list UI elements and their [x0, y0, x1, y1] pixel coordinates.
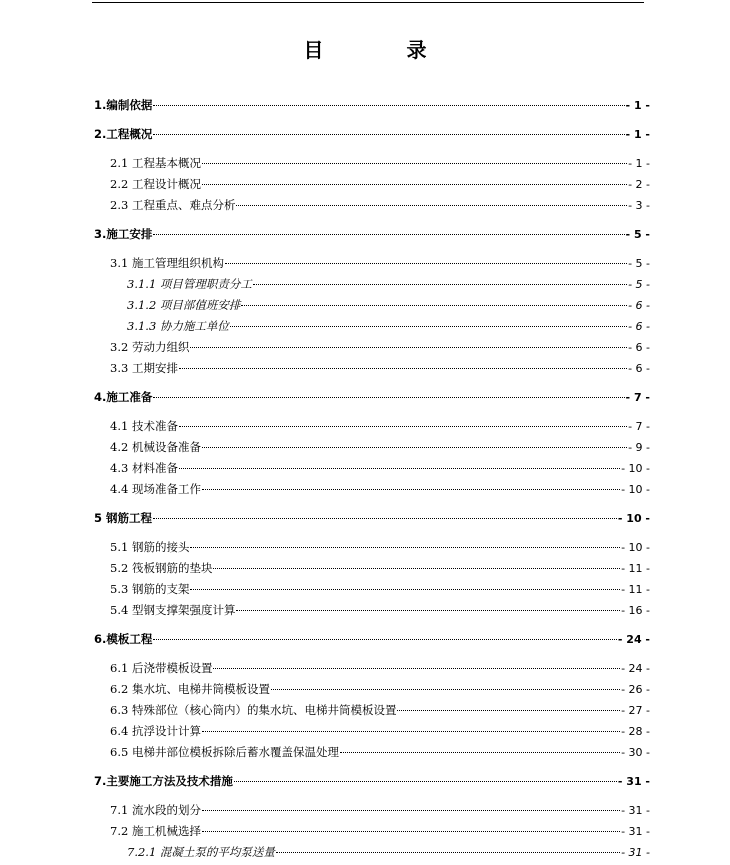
toc-entry-page: - 30 - — [621, 746, 650, 759]
toc-entry[interactable] — [94, 773, 650, 789]
toc-dot-leader — [153, 396, 624, 398]
toc-entry[interactable] — [127, 318, 650, 334]
toc-dot-leader — [202, 809, 620, 811]
toc-entry[interactable] — [94, 510, 650, 526]
toc-entry[interactable] — [127, 276, 650, 292]
toc-entry-label: 3.2 劳动力组织 — [110, 340, 190, 354]
toc-entry-label: 3.1.1 项目管理职责分工 — [127, 277, 252, 291]
toc-entry-label: 4.2 机械设备准备 — [110, 440, 201, 454]
toc-entry-label: 7.主要施工方法及技术措施 — [94, 774, 233, 788]
toc-entry[interactable] — [110, 339, 650, 355]
toc-entry-page: - 10 - — [621, 462, 650, 475]
header-rule — [92, 2, 644, 3]
toc-dot-leader — [397, 709, 620, 711]
toc-entry-label: 1.编制依据 — [94, 98, 153, 112]
toc-entry[interactable] — [110, 439, 650, 455]
toc-dot-leader — [153, 517, 617, 519]
toc-entry-label: 4.施工准备 — [94, 390, 153, 404]
toc-entry-page: - 7 - — [625, 391, 650, 404]
toc-entry-page: - 10 - — [621, 483, 650, 496]
toc-dot-leader — [153, 638, 617, 640]
toc-entry-label: 3.施工安排 — [94, 227, 153, 241]
toc-dot-leader — [202, 446, 627, 448]
toc-entry-label: 5.2 筏板钢筋的垫块 — [110, 561, 213, 575]
toc-entry[interactable] — [110, 823, 650, 839]
toc-entry[interactable] — [110, 460, 650, 476]
toc-entry-page: - 1 - — [625, 99, 650, 112]
toc-entry[interactable] — [110, 560, 650, 576]
toc-entry[interactable] — [110, 660, 650, 676]
toc-dot-leader — [190, 588, 620, 590]
toc-dot-leader — [213, 567, 620, 569]
toc-entry[interactable] — [110, 744, 650, 760]
toc-entry[interactable] — [110, 418, 650, 434]
toc-dot-leader — [276, 851, 620, 853]
toc-entry-page: - 10 - — [621, 541, 650, 554]
toc-entry[interactable] — [110, 360, 650, 376]
toc-entry[interactable] — [110, 802, 650, 818]
toc-dot-leader — [179, 467, 620, 469]
toc-entry-label: 4.3 材料准备 — [110, 461, 178, 475]
toc-entry[interactable] — [110, 176, 650, 192]
toc-dot-leader — [234, 780, 617, 782]
toc-entry-page: - 3 - — [628, 199, 650, 212]
toc-entry-label: 5.4 型钢支撑架强度计算 — [110, 603, 236, 617]
toc-entry-page: - 24 - — [621, 662, 650, 675]
toc-entry[interactable] — [110, 481, 650, 497]
toc-dot-leader — [230, 325, 627, 327]
toc-entry-label: 6.4 抗浮设计计算 — [110, 724, 201, 738]
toc-entry-label: 6.1 后浇带模板设置 — [110, 661, 213, 675]
toc-entry-label: 2.1 工程基本概况 — [110, 156, 201, 170]
toc-entry[interactable] — [110, 255, 650, 271]
toc-entry[interactable] — [127, 297, 650, 313]
toc-entry-page: - 11 - — [621, 583, 650, 596]
toc-entry[interactable] — [94, 631, 650, 647]
toc-entry[interactable] — [110, 581, 650, 597]
toc-entry-label: 7.2.1 混凝土泵的平均泵送量 — [127, 845, 275, 859]
toc-dot-leader — [202, 730, 620, 732]
toc-entry-label: 5.1 钢筋的接头 — [110, 540, 190, 554]
toc-entry-label: 3.1.3 协力施工单位 — [127, 319, 229, 333]
toc-entry-label: 4.1 技术准备 — [110, 419, 178, 433]
toc-dot-leader — [340, 751, 620, 753]
toc-entry-label: 6.5 电梯井部位模板拆除后蓄水覆盖保温处理 — [110, 745, 339, 759]
toc-entry-label: 7.1 流水段的划分 — [110, 803, 201, 817]
toc-entry[interactable] — [110, 155, 650, 171]
toc-dot-leader — [241, 304, 627, 306]
toc-entry-page: - 31 - — [621, 825, 650, 838]
toc-entry-page: - 7 - — [628, 420, 650, 433]
toc-entry-page: - 1 - — [625, 128, 650, 141]
toc-entry[interactable] — [110, 681, 650, 697]
toc-dot-leader — [202, 162, 627, 164]
toc-entry-label: 3.3 工期安排 — [110, 361, 178, 375]
toc-entry-page: - 24 - — [617, 633, 650, 646]
toc-entry-label: 6.模板工程 — [94, 632, 153, 646]
toc-entry-page: - 31 - — [621, 804, 650, 817]
toc-dot-leader — [236, 204, 627, 206]
toc-dot-leader — [179, 367, 627, 369]
toc-entry-label: 4.4 现场准备工作 — [110, 482, 201, 496]
toc-entry-page: - 6 - — [628, 341, 650, 354]
toc-entry[interactable] — [94, 126, 650, 142]
toc-entry-page: - 1 - — [628, 157, 650, 170]
toc-dot-leader — [271, 688, 620, 690]
toc-entry-page: - 27 - — [621, 704, 650, 717]
toc-entry-label: 6.3 特殊部位（核心筒内）的集水坑、电梯井筒模板设置 — [110, 703, 397, 717]
toc-entry-page: - 31 - — [621, 846, 650, 859]
toc-entry-page: - 11 - — [621, 562, 650, 575]
toc-entry[interactable] — [127, 844, 650, 860]
toc-entry-page: - 10 - — [617, 512, 650, 525]
toc-entry-page: - 9 - — [628, 441, 650, 454]
toc-entry-label: 7.2 施工机械选择 — [110, 824, 201, 838]
toc-entry[interactable] — [110, 723, 650, 739]
toc-dot-leader — [153, 133, 624, 135]
toc-entry-label: 3.1 施工管理组织机构 — [110, 256, 224, 270]
toc-entry-page: - 5 - — [625, 228, 650, 241]
toc-entry-label: 5 钢筋工程 — [94, 511, 153, 525]
toc-entry-label: 6.2 集水坑、电梯井筒模板设置 — [110, 682, 270, 696]
toc-dot-leader — [153, 233, 624, 235]
toc-dot-leader — [202, 830, 620, 832]
toc-entry[interactable] — [94, 226, 650, 242]
toc-entry[interactable] — [110, 602, 650, 618]
toc-dot-leader — [190, 546, 620, 548]
toc-entry-page: - 2 - — [628, 178, 650, 191]
toc-entry-page: - 31 - — [617, 775, 650, 788]
toc-dot-leader — [225, 262, 627, 264]
toc-entry-label: 5.3 钢筋的支架 — [110, 582, 190, 596]
toc-dot-leader — [153, 104, 624, 106]
toc-entry-page: - 16 - — [621, 604, 650, 617]
toc-entry[interactable] — [94, 389, 650, 405]
toc-dot-leader — [190, 346, 627, 348]
toc-entry-page: - 6 - — [628, 362, 650, 375]
toc-entry-page: - 26 - — [621, 683, 650, 696]
toc-dot-leader — [202, 183, 627, 185]
toc-dot-leader — [179, 425, 627, 427]
toc-dot-leader — [213, 667, 620, 669]
toc-entry-label: 2.2 工程设计概况 — [110, 177, 201, 191]
toc-entry[interactable] — [110, 539, 650, 555]
toc-dot-leader — [202, 488, 620, 490]
toc-entry[interactable] — [94, 97, 650, 113]
toc-dot-leader — [253, 283, 627, 285]
toc-entry-label: 2.3 工程重点、难点分析 — [110, 198, 236, 212]
toc-entry-label: 2.工程概况 — [94, 127, 153, 141]
toc-entry-page: - 6 - — [628, 320, 650, 333]
toc-entry[interactable] — [110, 197, 650, 213]
toc-dot-leader — [236, 609, 620, 611]
toc-entry-page: - 28 - — [621, 725, 650, 738]
toc-entry[interactable] — [110, 702, 650, 718]
toc-entry-label: 3.1.2 项目部值班安排 — [127, 298, 241, 312]
toc-entry-page: - 5 - — [628, 278, 650, 291]
toc-entry-page: - 5 - — [628, 257, 650, 270]
page-title: 目 录 — [303, 38, 465, 62]
toc-entry-page: - 6 - — [628, 299, 650, 312]
